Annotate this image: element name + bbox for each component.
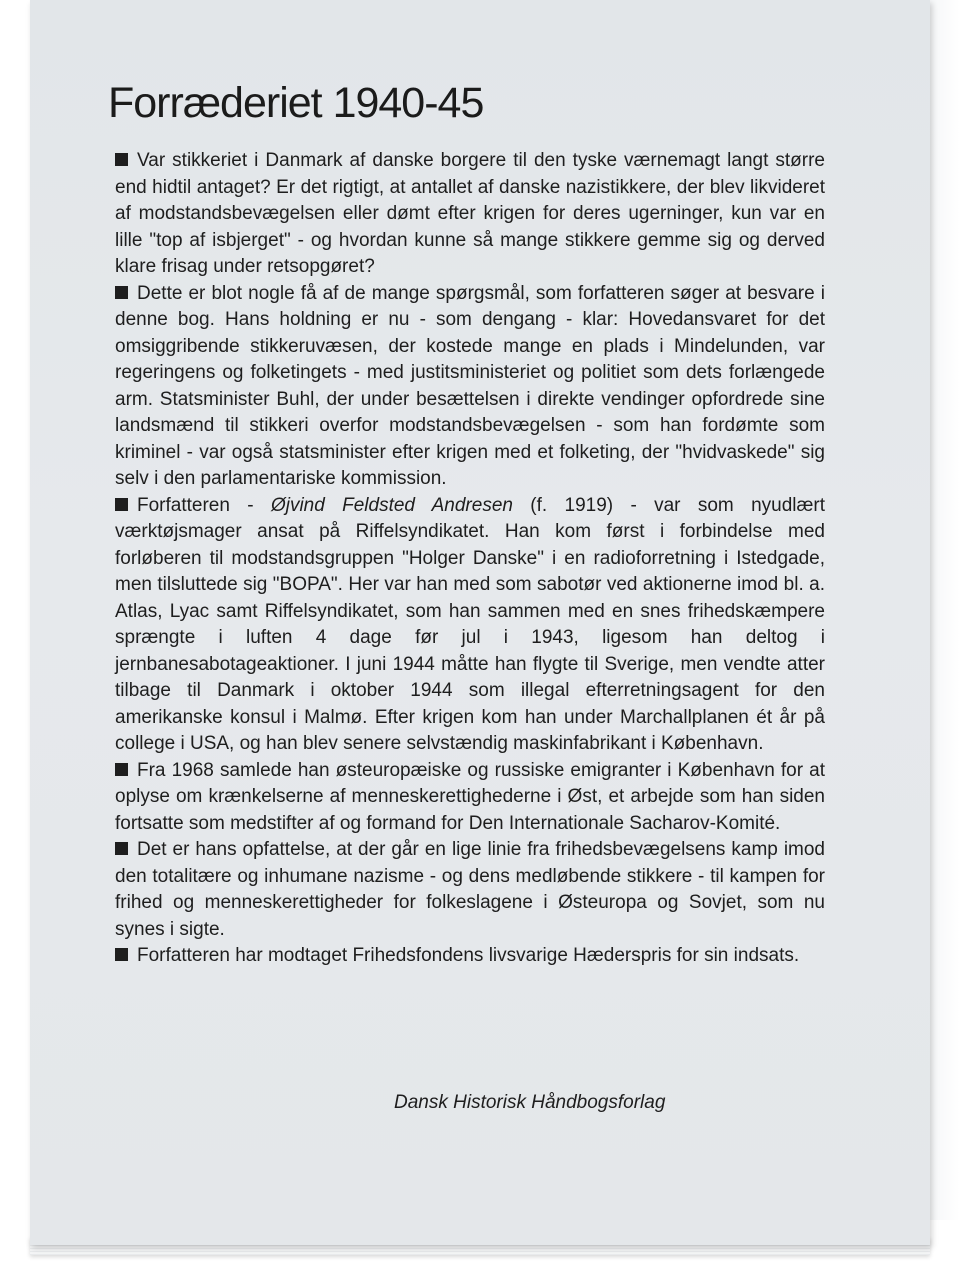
square-bullet-icon (115, 763, 128, 776)
book-back-cover (30, 0, 930, 1245)
square-bullet-icon (115, 498, 128, 511)
square-bullet-icon (115, 286, 128, 299)
square-bullet-icon (115, 153, 128, 166)
paragraph-text: Fra 1968 samlede han østeuropæiske og russiske emigranter i København for at oplyse om krænkelserne af menneskerettighederne i Øst, et arbejde som han siden fortsatte som medstifter af og formand for Den Internationale Sacharov-Komité. (115, 759, 825, 834)
blurb-paragraph-4 (115, 758, 825, 838)
paragraph-text: Forfatteren har modtaget Frihedsfondens livsvarige Hæderspris for sin indsats. (137, 945, 800, 966)
paragraph-text: (f. 1919) - var som nyudlært værktøjsmager ansat på Riffelsyndikatet. Han kom først i forbindelse med forløberen til modstandsgruppen "Holger Danske" i en radioforretning i Istedgade, men tilsluttede sig "BOPA". Her var han med som sabotør ved aktionerne imod bl. a. Atlas, Lyac samt Riffelsyndikatet, som han sammen med en snes frihedskæmpere sprængte i luften 4 dage før jul i 1943, ligesom han deltog i jernbanesabotageaktioner. I juni 1944 måtte han flygte til Sverige, men vendte atter tilbage til Danmark i oktober 1944 som illegal efterretningsagent for den amerikanske konsul i Malmø. Efter krigen kom han under Marchallplanen ét år på college i USA, og han blev senere selvstændig maskinfabrikant i København. (115, 494, 825, 754)
blurb-paragraph-6 (115, 943, 825, 970)
paragraph-text: Var stikkeriet i Danmark af danske borgere til den tyske værnemagt langt større end hidtil antaget? Er det rigtigt, at antallet af danske nazistikkere, der blev likvideret af modstandsbevægelsen eller dømt efter krigen for deres ugerninger, kun var en lille "top af isbjerget" - og hvordan kunne så mange stikkere gemme sig og derved klare frisag under retsopgøret? (115, 150, 825, 277)
paragraph-lead: Forfatteren - (137, 494, 271, 516)
blurb-paragraph-3 (115, 493, 825, 758)
paragraph-text: Dette er blot nogle få af de mange spørgsmål, som forfatteren søger at besvare i denne bog. Hans holdning er nu - som dengang - klar: Hovedansvaret for det omsiggribende stikkeruvæsen, der kostede mange en plads i Mindelunden, var regeringens og folketingets - med justitsministeriet og politiet som dets forlængede arm. Statsminister Buhl, der under besættelsen i direkte vendinger opfordrede sine landsmænd til stikkeri overfor modstandsbevægelsen - som han fordømte som kriminel - var også statsminister efter krigen med et folketing, der "hvidvaskede" sig selv i den parlamentariske kommission. (115, 282, 825, 489)
publisher-name: Dansk Historisk Håndbogsforlag (394, 1092, 666, 1113)
square-bullet-icon (115, 948, 128, 961)
blurb-paragraph-1 (115, 148, 825, 281)
blurb-paragraph-2 (115, 281, 825, 493)
square-bullet-icon (115, 842, 128, 855)
author-name: Øjvind Feldsted Andresen (270, 494, 513, 516)
paragraph-text: Det er hans opfattelse, at der går en lige linie fra frihedsbevægelsens kamp imod den totalitære og inhumane nazisme - og dens medløbende stikkere - til kampen for frihed og menneskerettigheder for folkeslagene i Østeuropa og Sovjet, som nu synes i sigte. (115, 839, 825, 940)
book-title: Forræderiet 1940-45 (108, 79, 484, 127)
blurb-text (115, 148, 825, 970)
blurb-paragraph-5 (115, 837, 825, 943)
